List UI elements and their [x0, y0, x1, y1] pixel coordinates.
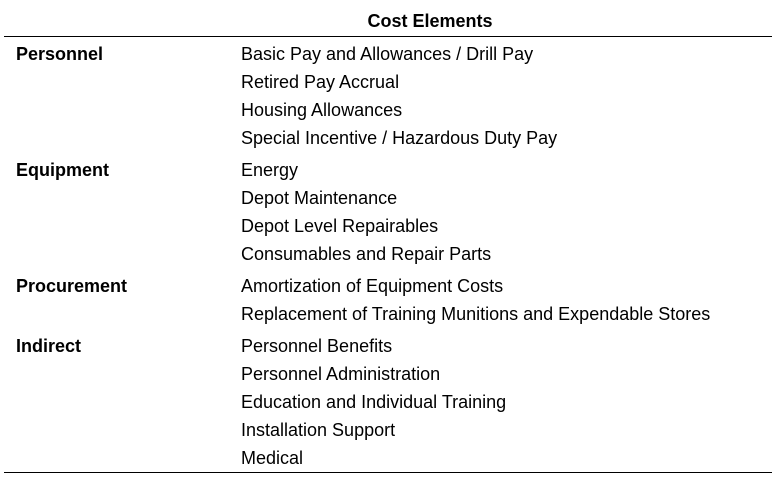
group-item-list — [241, 272, 710, 328]
group-item-list — [241, 40, 557, 152]
table-header — [0, 8, 772, 38]
cost-element-item: Amortization of Equipment Costs — [241, 276, 504, 296]
cost-element-item: Education and Individual Training — [241, 392, 507, 412]
cost-element-item: Medical — [241, 448, 304, 468]
cost-element-item: Consumables and Repair Parts — [241, 244, 492, 264]
cost-element-item: Depot Level Repairables — [241, 216, 439, 236]
column-header-cost-elements: Cost Elements — [367, 11, 493, 31]
cost-element-item: Personnel Benefits — [241, 336, 393, 356]
header-rule — [4, 36, 772, 37]
group-item-list — [241, 156, 491, 268]
group-label: Personnel — [16, 44, 104, 64]
cost-element-item: Housing Allowances — [241, 100, 403, 120]
footer-rule — [4, 472, 772, 473]
cost-element-item: Energy — [241, 160, 299, 180]
cost-element-item: Personnel Administration — [241, 364, 441, 384]
cost-element-item: Retired Pay Accrual — [241, 72, 400, 92]
group-label: Equipment — [16, 160, 109, 180]
group-label: Indirect — [16, 336, 82, 356]
cost-element-item: Replacement of Training Munitions and Expendable Stores — [241, 304, 711, 324]
group-item-list — [241, 332, 506, 472]
group-label: Procurement — [16, 276, 128, 296]
cost-element-item: Basic Pay and Allowances / Drill Pay — [241, 44, 534, 64]
cost-element-item: Installation Support — [241, 420, 396, 440]
cost-element-item: Depot Maintenance — [241, 188, 398, 208]
cost-element-item: Special Incentive / Hazardous Duty Pay — [241, 128, 558, 148]
